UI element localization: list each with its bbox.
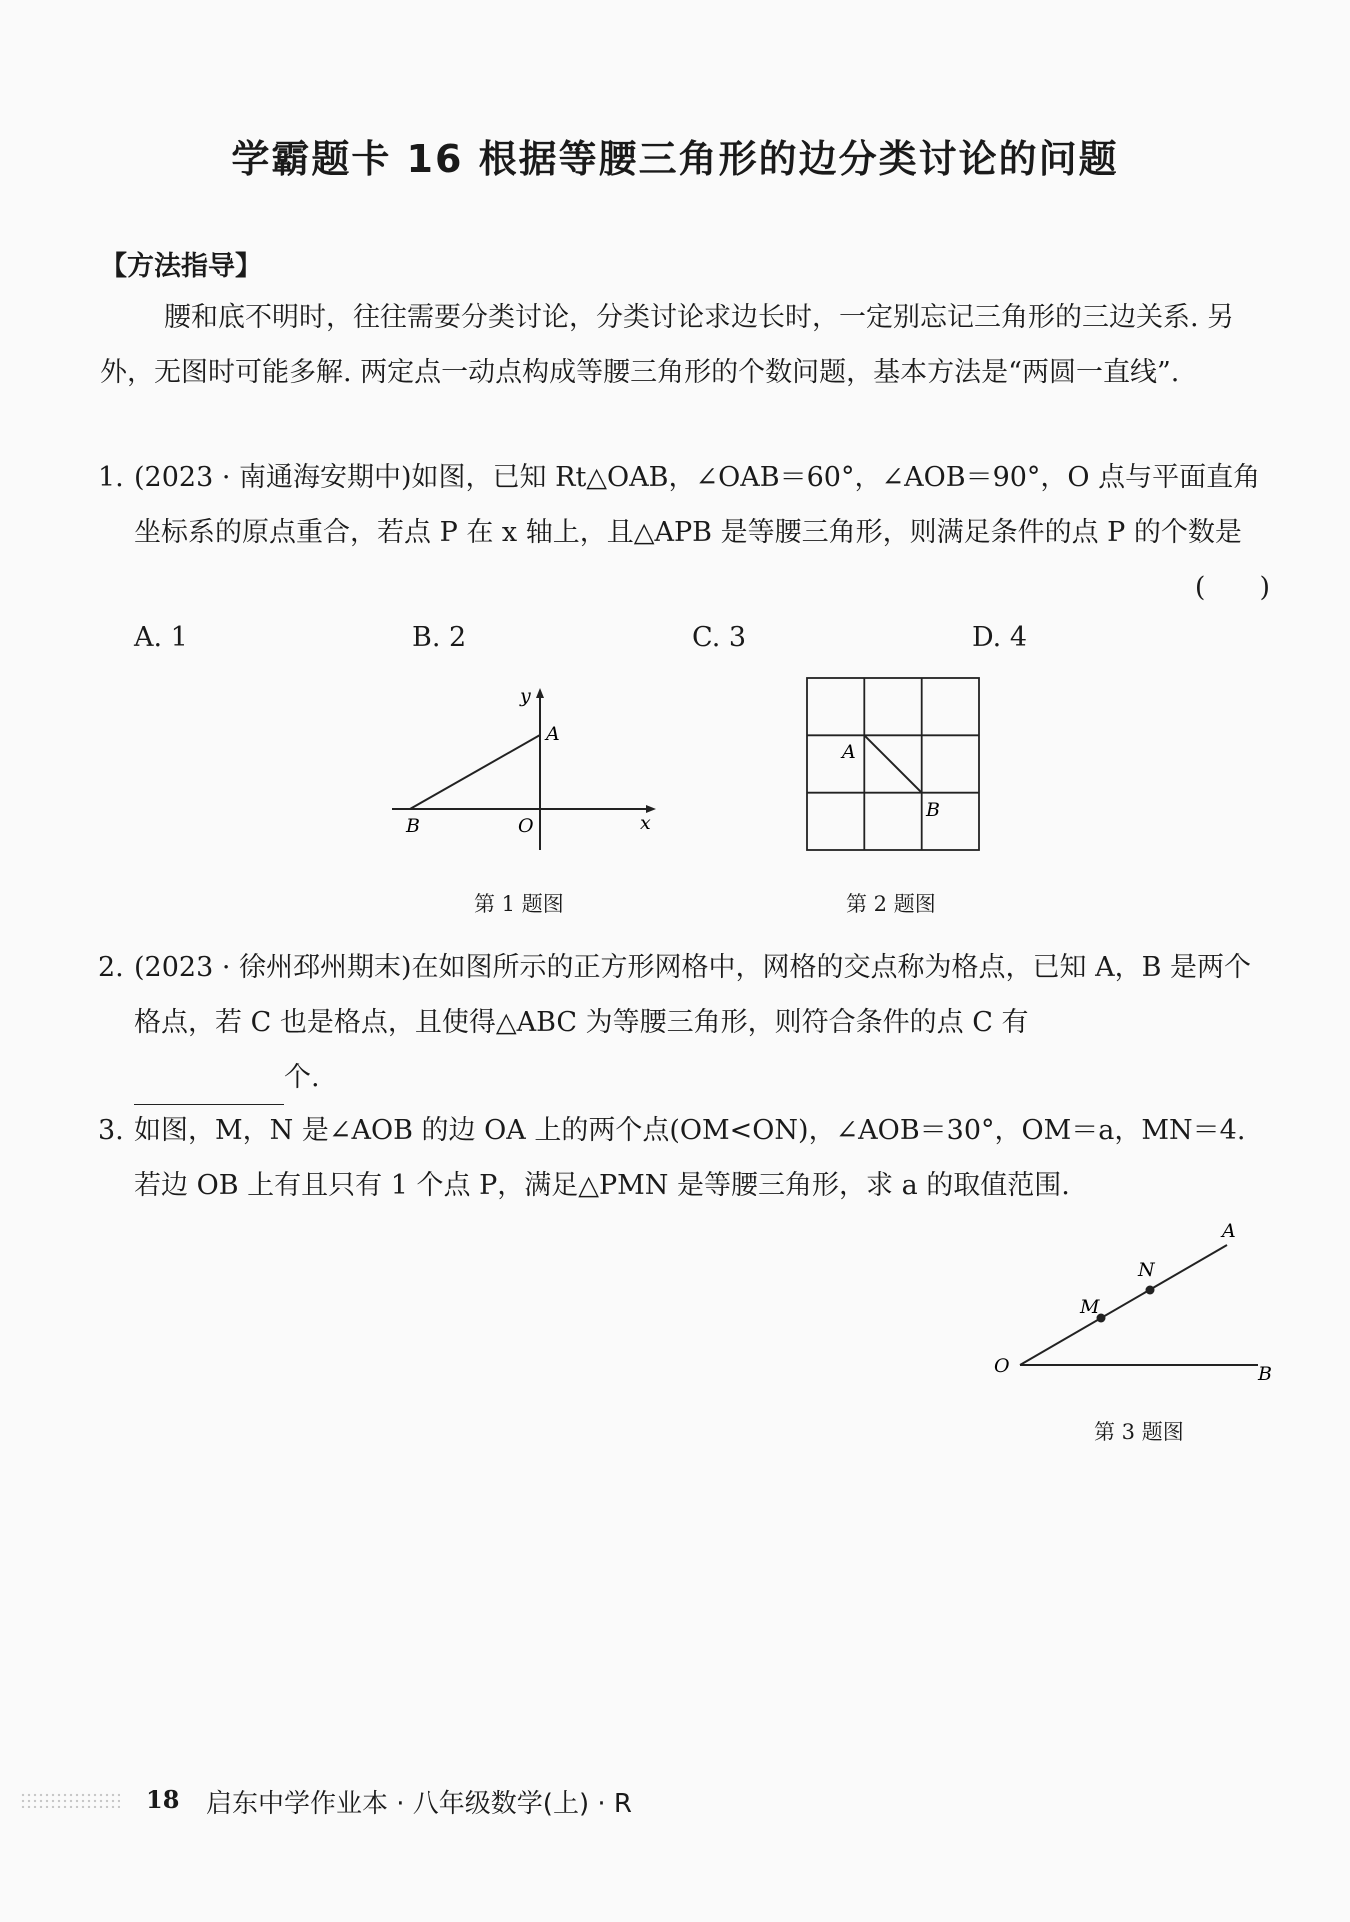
question-1-text: (2023 · 南通海安期中)如图，已知 Rt△OAB，∠OAB＝60°，∠AOB＝90°，O 点与平面直角坐标系的原点重合，若点 P 在 x 轴上，且△APB 是等腰三角形，则满足条件的点 P 的个数是 [134,462,1261,548]
fig1-label-y: y [520,685,531,707]
question-3-number: 3. [98,1115,124,1146]
fig3-label-n: N [1138,1259,1155,1281]
book-title: 启东中学作业本 · 八年级数学(上) · R [206,1789,632,1819]
option-c: C. 3 [692,622,747,653]
fig3-label-a: A [1222,1220,1236,1242]
fig3-label-b: B [1258,1363,1272,1385]
question-1-number: 1. [98,462,124,493]
question-1 [98,450,1270,603]
method-text: 腰和底不明时，往往需要分类讨论，分类讨论求边长时，一定别忘记三角形的三边关系. 另外，无图时可能多解. 两定点一动点构成等腰三角形的个数问题，基本方法是“两圆一直线”. [100,302,1235,388]
question-3 [98,1103,1270,1213]
figure-2 [800,674,990,854]
fig1-label-o: O [518,815,534,837]
answer-parentheses: ( ) [1194,572,1270,603]
figure-3 [980,1210,1280,1390]
fig3-label-o: O [994,1355,1010,1377]
fig2-label-b: B [926,799,940,821]
footer-dot-pattern [20,1792,120,1808]
option-b: B. 2 [412,622,467,653]
question-2-number: 2. [98,952,124,983]
fig1-label-b: B [406,815,420,837]
page-title: 学霸题卡 16 根据等腰三角形的边分类讨论的问题 [231,137,1119,181]
figure-1 [380,680,680,860]
option-d: D. 4 [972,622,1028,653]
question-3-text: 如图，M，N 是∠AOB 的边 OA 上的两个点(OM<ON)，∠AOB＝30°，OM＝a，MN＝4. 若边 OB 上有且只有 1 个点 P，满足△PMN 是等腰三角形，求 a 的取值范围. [134,1115,1246,1201]
question-2-text: (2023 · 徐州邳州期末)在如图所示的正方形网格中，网格的交点称为格点，已知 A，B 是两个格点，若 C 也是格点，且使得△ABC 为等腰三角形，则符合条件的点 C 有 [134,952,1252,1038]
question-2 [98,940,1270,1105]
answer-blank [134,1078,284,1105]
option-a: A. 1 [134,622,188,653]
fig1-label-x: x [640,812,651,834]
question-2-tail: 个. [284,1062,320,1093]
page-number: 18 [146,1785,180,1814]
fig3-label-m: M [1080,1296,1100,1318]
fig1-label-a: A [546,723,560,745]
figure-3-caption: 第 3 题图 [1094,1420,1184,1444]
fig2-label-a: A [842,741,856,763]
figure-2-caption: 第 2 题图 [846,892,936,916]
figure-1-caption: 第 1 题图 [474,892,564,916]
method-heading: 【方法指导】 [100,251,262,282]
